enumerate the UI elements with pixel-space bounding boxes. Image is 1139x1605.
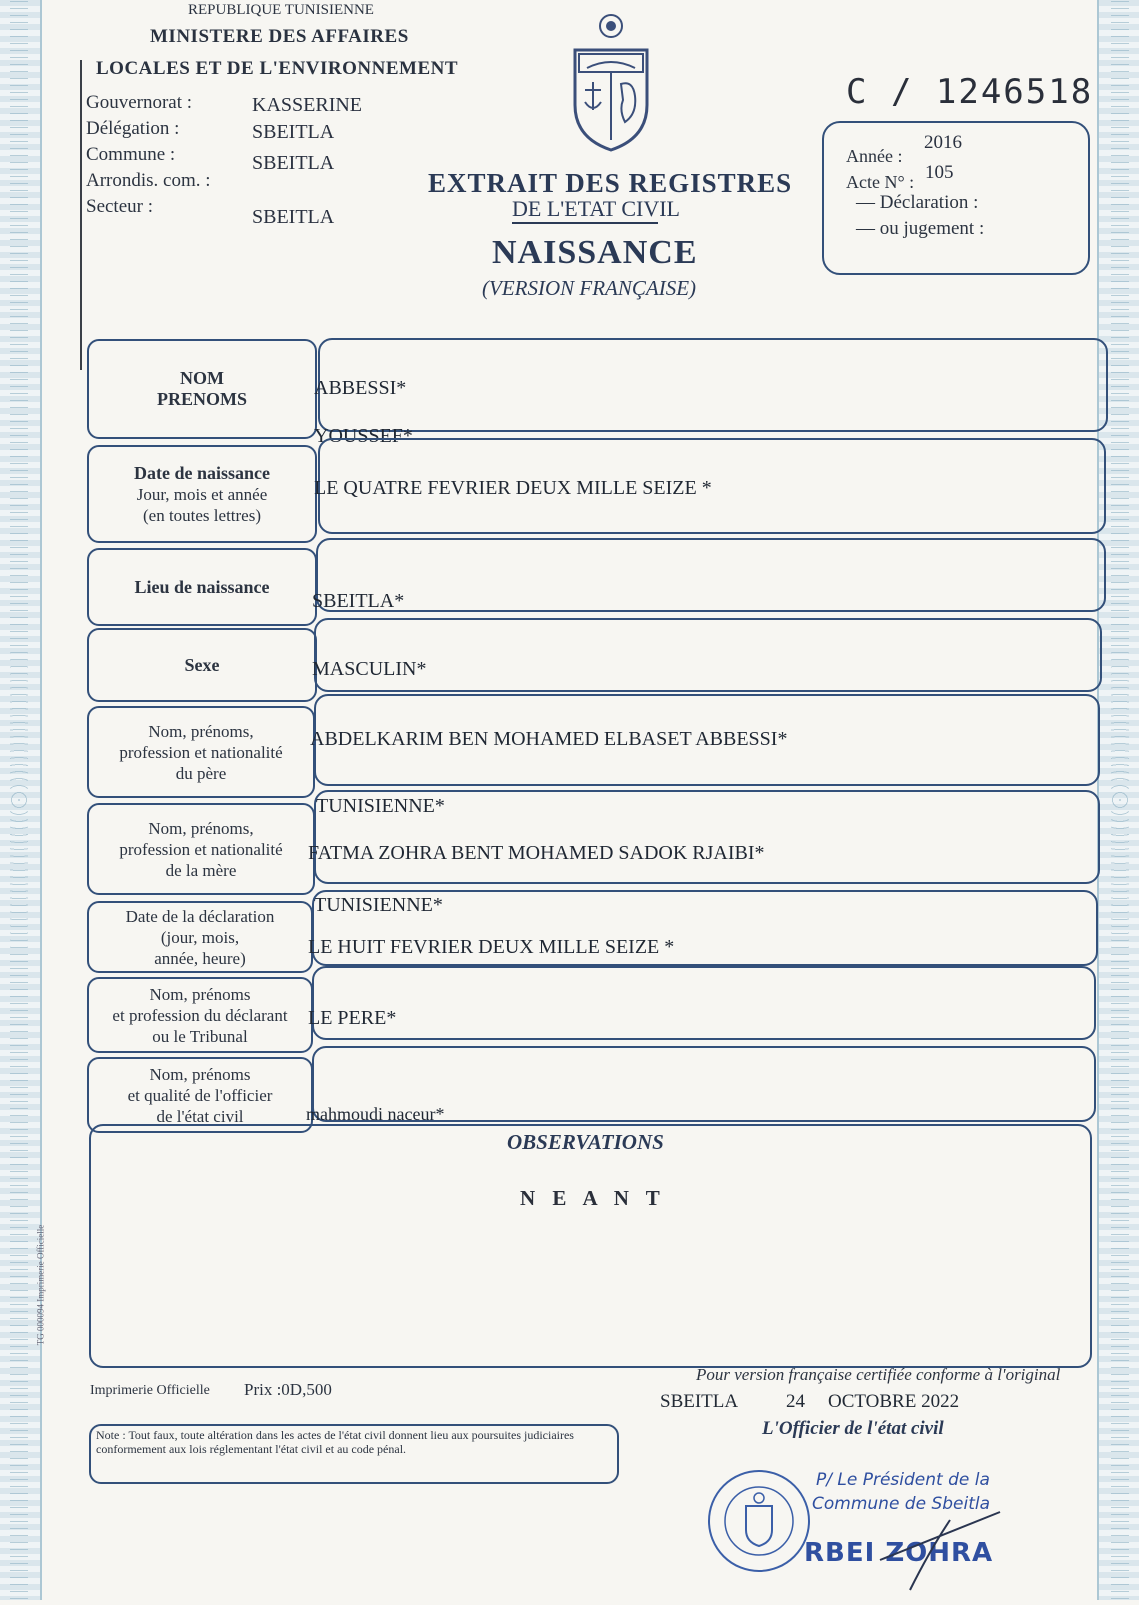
imprimerie-label: Imprimerie Officielle bbox=[90, 1383, 210, 1398]
value-mere-nom: FATMA ZOHRA BENT MOHAMED SADOK RJAIBI* bbox=[308, 842, 765, 864]
label-date-naissance-sub2: (en toutes lettres) bbox=[142, 505, 261, 525]
field-label: Commune : bbox=[86, 144, 176, 165]
document-subtitle: DE L'ETAT CIVIL bbox=[512, 196, 680, 221]
declaration-label: — Déclaration : bbox=[856, 192, 979, 213]
label-sexe-text: Sexe bbox=[184, 654, 220, 675]
header-margin-line bbox=[80, 60, 82, 370]
label-mere-line2: profession et nationalité bbox=[119, 839, 283, 859]
observations-box bbox=[89, 1124, 1092, 1368]
version-label: (VERSION FRANÇAISE) bbox=[482, 276, 697, 300]
naissance-heading: NAISSANCE bbox=[492, 234, 698, 271]
value-pere-nationalite: TUNISIENNE* bbox=[316, 795, 445, 817]
field-value: SBEITLA bbox=[252, 152, 335, 174]
label-date-naissance bbox=[87, 445, 317, 543]
label-nom: NOM bbox=[180, 368, 224, 388]
jugement-label: — ou jugement : bbox=[856, 218, 985, 239]
certification-text: Pour version française certifiée conforme à l'original bbox=[696, 1365, 1061, 1384]
value-prenoms: YOUSSEF* bbox=[314, 425, 413, 447]
value-mere-nationalite: TUNISIENNE* bbox=[314, 894, 443, 916]
label-officier bbox=[87, 1057, 313, 1133]
serial-number: C / 1246518 bbox=[846, 72, 1094, 112]
label-officier-line2: et qualité de l'officier bbox=[127, 1085, 273, 1105]
observations-title: OBSERVATIONS bbox=[507, 1130, 664, 1154]
value-sexe: MASCULIN* bbox=[312, 658, 427, 680]
ministry-line1: MINISTERE DES AFFAIRES bbox=[150, 26, 409, 47]
label-date-naissance-title: Date de naissance bbox=[134, 462, 270, 483]
document-title: EXTRAIT DES REGISTRES bbox=[428, 168, 793, 198]
value-box-mere bbox=[314, 790, 1100, 884]
signature-name: RBEI ZOHRA bbox=[804, 1538, 994, 1568]
label-sexe bbox=[87, 628, 317, 702]
observations-value: N E A N T bbox=[520, 1186, 666, 1210]
label-pere-line3: du père bbox=[175, 763, 227, 783]
annee-value: 2016 bbox=[924, 132, 962, 153]
signing-place: SBEITLA bbox=[660, 1391, 739, 1412]
left-guilloche-border bbox=[0, 0, 42, 1600]
value-officier: mahmoudi naceur* bbox=[306, 1104, 445, 1124]
label-declaration bbox=[87, 901, 313, 973]
field-value: KASSERINE bbox=[252, 94, 363, 116]
label-declarant bbox=[87, 977, 313, 1053]
label-mere-line3: de la mère bbox=[165, 860, 237, 880]
ministry-line2: LOCALES ET DE L'ENVIRONNEMENT bbox=[96, 58, 459, 79]
value-box-nom bbox=[318, 338, 1108, 432]
title-underline bbox=[512, 222, 658, 224]
label-prenoms: PRENOMS bbox=[157, 389, 247, 409]
note-text: Note : Tout faux, toute altération dans les actes de l'état civil donnent lieu aux poursuites judiciaires conformement aux lois réglementant l'état civil et au code pénal. bbox=[96, 1428, 574, 1456]
label-declarant-line1: Nom, prénoms bbox=[149, 984, 251, 1004]
label-mere-line1: Nom, prénoms, bbox=[148, 818, 254, 838]
label-declarant-line3: ou le Tribunal bbox=[152, 1026, 248, 1046]
signing-month-year: OCTOBRE 2022 bbox=[828, 1391, 960, 1412]
label-declarant-line2: et profession du déclarant bbox=[112, 1005, 288, 1025]
republic-heading: REPUBLIQUE TUNISIENNE bbox=[188, 2, 374, 18]
field-label: Gouvernorat : bbox=[86, 92, 193, 113]
right-guilloche-border bbox=[1097, 0, 1139, 1600]
value-nom: ABBESSI* bbox=[314, 377, 407, 399]
signing-day: 24 bbox=[786, 1391, 805, 1412]
label-declaration-line2: (jour, mois, bbox=[160, 927, 240, 947]
field-label: Secteur : bbox=[86, 196, 154, 217]
officier-title: L'Officier de l'état civil bbox=[762, 1418, 944, 1439]
president-line2: Commune de Sbeitla bbox=[812, 1494, 991, 1514]
label-mere bbox=[87, 803, 315, 895]
value-box-sexe bbox=[314, 618, 1102, 692]
acte-label: Acte N° : bbox=[846, 172, 915, 192]
label-nom-prenoms bbox=[87, 339, 317, 439]
value-declaration: LE HUIT FEVRIER DEUX MILLE SEIZE * bbox=[308, 936, 675, 958]
label-pere-line1: Nom, prénoms, bbox=[148, 721, 254, 741]
value-box-lieu bbox=[316, 538, 1106, 612]
value-date-naissance: LE QUATRE FEVRIER DEUX MILLE SEIZE * bbox=[314, 477, 712, 499]
value-box-declarant bbox=[312, 966, 1096, 1040]
prix-label: Prix :0D,500 bbox=[244, 1380, 332, 1399]
label-lieu-naissance bbox=[87, 548, 317, 626]
field-value: SBEITLA bbox=[252, 206, 335, 228]
label-lieu-naissance-text: Lieu de naissance bbox=[134, 576, 270, 597]
label-pere-line2: profession et nationalité bbox=[119, 742, 283, 762]
president-line1: P/ Le Président de la bbox=[816, 1470, 990, 1490]
label-officier-line3: de l'état civil bbox=[156, 1106, 244, 1126]
field-value: SBEITLA bbox=[252, 121, 335, 143]
acte-value: 105 bbox=[925, 162, 954, 183]
signature-scribble-icon bbox=[870, 1500, 1010, 1600]
annee-label: Année : bbox=[846, 146, 903, 166]
side-print-code: TG 000094 Imprimerie Officielle bbox=[35, 1224, 46, 1346]
label-declaration-line1: Date de la déclaration bbox=[125, 906, 275, 926]
value-declarant: LE PERE* bbox=[308, 1007, 397, 1029]
label-declaration-line3: année, heure) bbox=[154, 948, 246, 968]
official-stamp-icon bbox=[708, 1470, 810, 1572]
label-officier-line1: Nom, prénoms bbox=[149, 1064, 251, 1084]
field-label: Délégation : bbox=[86, 118, 180, 139]
value-pere-nom: ABDELKARIM BEN MOHAMED ELBASET ABBESSI* bbox=[310, 728, 788, 750]
label-pere bbox=[87, 706, 315, 798]
field-label: Arrondis. com. : bbox=[86, 170, 211, 191]
label-date-naissance-sub1: Jour, mois et année bbox=[136, 484, 268, 504]
tunisia-coat-of-arms-icon bbox=[565, 10, 657, 158]
value-lieu: SBEITLA* bbox=[312, 590, 405, 612]
